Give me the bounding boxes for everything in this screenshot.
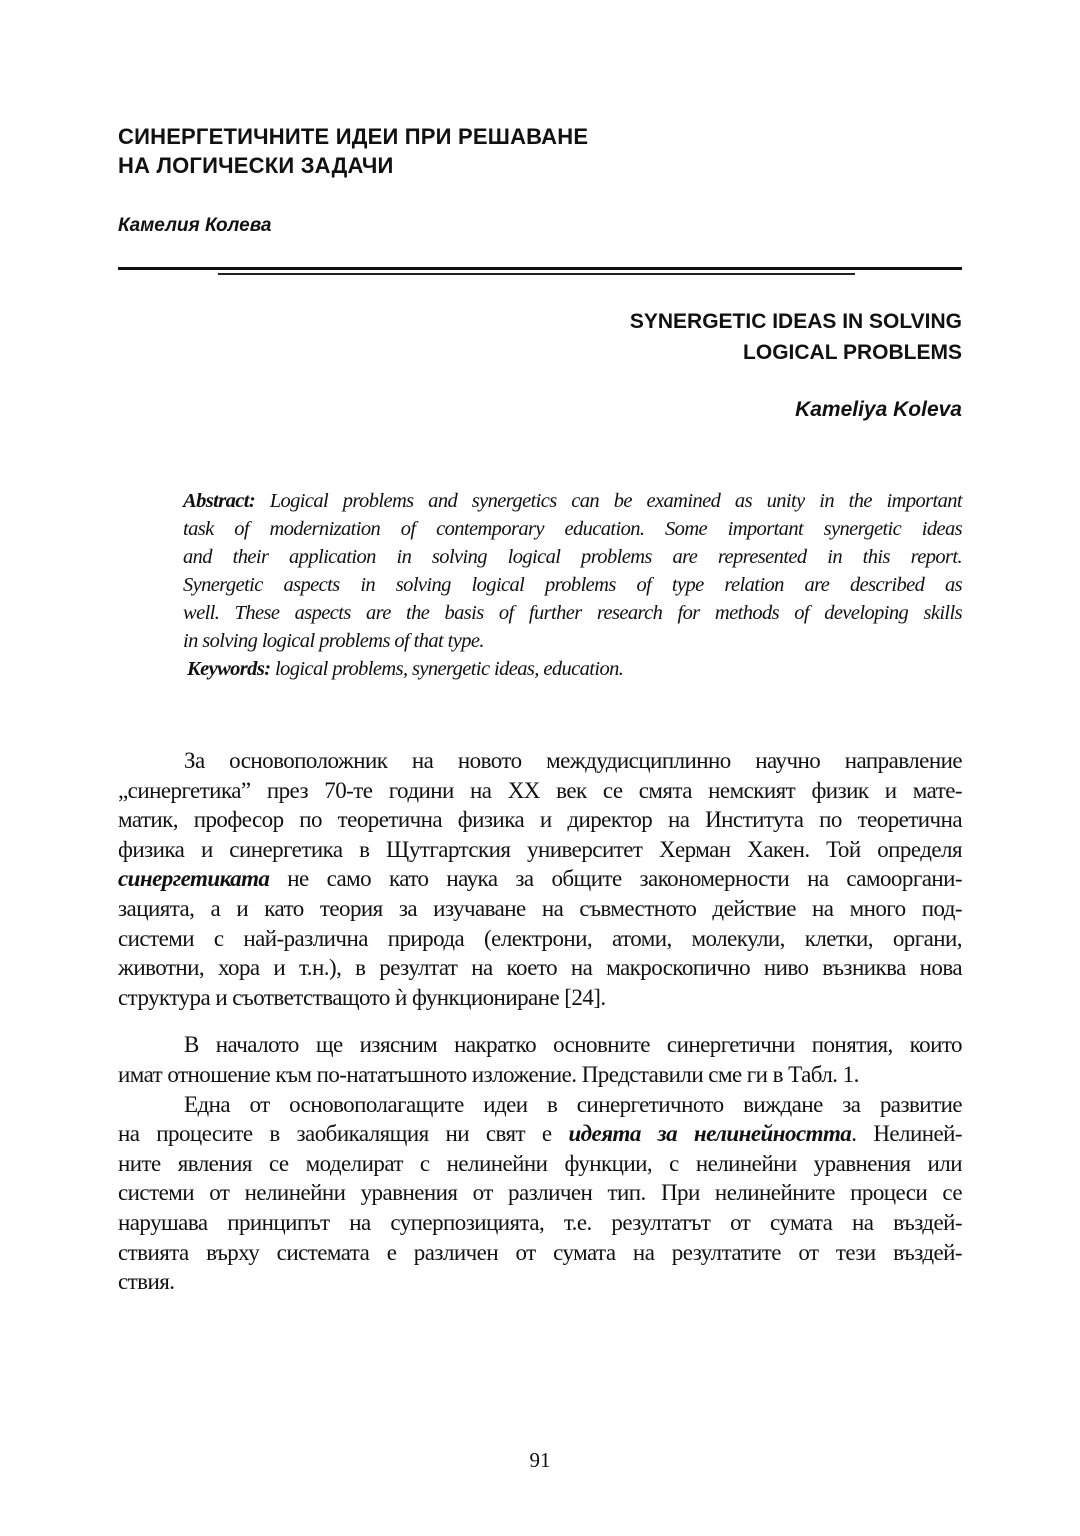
text-line [118,746,962,776]
abstract-line: in solving logical problems of that type. [183,630,484,652]
text-line [118,953,962,983]
text-segment: физика и синергетика в Щутгартския университет Херман Хакен. Той определя [118,836,962,862]
emphasized-term: синергетиката [118,866,270,892]
title-line: SYNERGETIC IDEAS IN SOLVING [629,310,962,333]
paragraph [118,746,962,1012]
title-line: LOGICAL PROBLEMS [743,341,962,364]
divider-thin [218,273,855,275]
text-line [118,1208,962,1238]
text-line [118,805,962,835]
text-line [118,1267,962,1297]
text-segment: ствия. [118,1269,175,1295]
abstract-line: well. These aspects are the basis of further research for methods of developing skills [183,602,962,624]
text-line [118,1030,962,1060]
paragraph [118,1090,962,1297]
abstract [183,487,962,683]
abstract-line: and their application in solving logical problems are represented in this report. [183,546,962,568]
abstract-line: task of modernization of contemporary education. Some important synergetic ideas [183,518,962,540]
keywords-text: logical problems, synergetic ideas, education. [270,658,624,680]
text-segment: ствията върху системата е различен от сумата на резултатите от тези въздей- [118,1239,962,1265]
title-line: СИНЕРГЕТИЧНИТЕ ИДЕИ ПРИ РЕШАВАНЕ [118,124,589,149]
text-segment: Една от основополагащите идеи в синергетичното виждане за развитие [184,1091,962,1117]
keywords-label: Keywords: [187,658,271,680]
text-segment: . Нелиней- [851,1121,963,1147]
paper-title-english [630,306,962,368]
divider-thick [118,267,962,270]
text-line [118,1149,962,1179]
abstract-line [183,487,962,515]
text-segment: За основоположник на новото междудисциплинно научно направление [184,748,962,773]
emphasized-term: идеята за нелинейността [568,1121,852,1147]
text-segment: имат отношение към по-нататъшното изложение. Представили сме ги в Табл. 1. [118,1061,859,1087]
text-segment: системи от нелинейни уравнения от различен тип. При нелинейните процеси се [118,1180,962,1206]
text-line [118,776,962,806]
author-english: Kameliya Koleva [795,398,962,421]
text-segment: зацията, а и като теория за изучаване на съвместното действие на много под- [118,895,962,921]
title-line: НА ЛОГИЧЕСКИ ЗАДАЧИ [118,153,394,178]
text-line [118,1090,962,1120]
text-line [118,864,962,894]
text-segment: ните явления се моделират с нелинейни функции, с нелинейни уравнения или [118,1150,962,1176]
paragraph [118,1030,962,1089]
text-line [118,1119,962,1149]
text-segment: структура и съответстващото ѝ функциониране [24]. [118,984,606,1010]
text-line [118,1060,962,1090]
text-segment: „синергетика” през 70-те години на XX век се смята немският физик и мате- [118,777,962,803]
paragraph-gap [118,1012,962,1030]
text-line [118,835,962,865]
abstract-line: Synergetic aspects in solving logical problems of type relation are described as [183,574,962,596]
text-line [118,1178,962,1208]
page-number: 91 [529,1448,551,1472]
text-segment: животни, хора и т.н.), в резултат на което на макроскопично ниво възниква нова [118,955,962,981]
paper-title-bulgarian [118,122,588,180]
text-segment: В началото ще изясним накратко основните синергетични понятия, които [184,1032,962,1058]
text-line [118,894,962,924]
text-line [118,924,962,954]
text-segment: нарушава принципът на суперпозицията, т.е. резултатът от сумата на въздей- [118,1209,962,1235]
body-text [118,746,962,1297]
text-line [118,983,962,1013]
text-segment: на процесите в заобикалящия ни свят е [118,1121,569,1147]
abstract-text: Logical problems and synergetics can be examined as unity in the important [255,490,962,512]
abstract-label: Abstract: [183,490,256,512]
text-line [118,1238,962,1268]
text-segment: системи с най-различна природа (електрони, атоми, молекули, клетки, органи, [118,925,962,951]
text-segment: матик, професор по теоретична физика и директор на Института по теоретична [118,807,962,833]
keywords-line [183,655,962,683]
text-segment: не само като наука за общите закономерности на самооргани- [269,866,962,892]
author-bulgarian: Камелия Колева [118,215,272,236]
